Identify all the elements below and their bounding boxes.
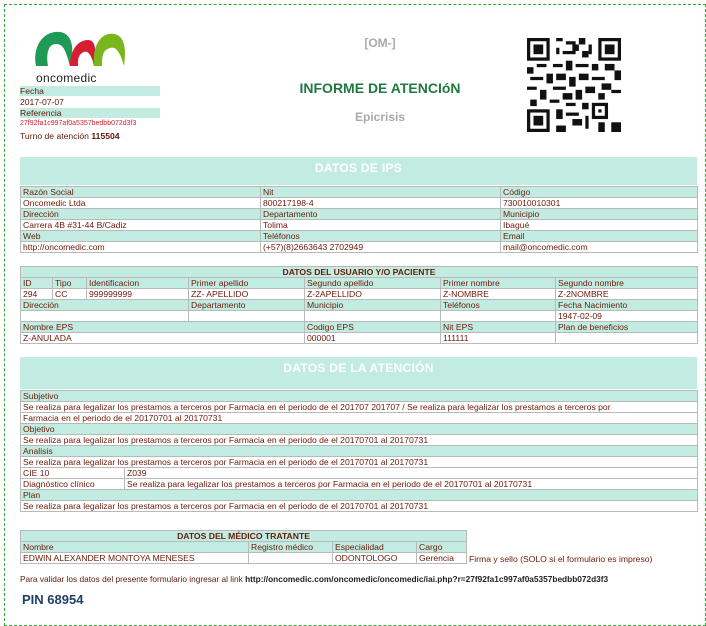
turno [20,130,120,142]
especialidad-label: Especialidad [333,542,417,553]
nombre-medico-label: Nombre [21,542,249,553]
plan-beneficios-label: Plan de beneficios [556,322,698,333]
plan-beneficios-value [556,333,698,344]
id-value: 294 [21,289,53,300]
primer-nombre-value: Z-NOMBRE [441,289,556,300]
turno-value: 115504 [91,131,120,141]
nit-eps-label: Nit EPS [441,322,556,333]
analisis-label: Analisis [21,446,698,457]
primer-nombre-label: Primer nombre [441,278,556,289]
atencion-table [20,390,698,512]
diagnostico-label: Diagnóstico clínico [21,479,125,490]
registro-label: Registro médico [249,542,333,553]
objetivo-label: Objetivo [21,424,698,435]
cargo-label: Cargo [417,542,467,553]
telefonos-value: (+57)(8)2663643 2702949 [261,242,501,253]
firma-sello-label: Firma y sello (SOLO si el formulario es impreso) [467,531,698,564]
id-label: ID [21,278,53,289]
validation-text: Para validar los datos del presente formulario ingresar al link [20,574,243,584]
codigo-eps-label: Codigo EPS [305,322,441,333]
subjetivo-value-2: Farmacia en el periodo de el 20170701 al 20170731 [21,413,698,424]
codigo-eps-value: 000001 [305,333,441,344]
validation-link[interactable]: http://oncomedic.com/oncomedic/oncomedic/iai.php?r=27f92fa1c997af0a5357bedbb072d3f3 [245,574,609,584]
document-code: [OM-] [364,36,396,50]
turno-label: Turno de atención [20,131,89,141]
cargo-value: Gerencia [417,553,467,564]
departamento-usuario-value [189,311,305,322]
eps-label: Nombre EPS [21,322,305,333]
direccion-label: Dirección [21,209,261,220]
telefonos-usuario-value [441,311,556,322]
page-title: INFORME DE ATENCIóN [299,80,461,96]
email-label: Email [501,231,698,242]
medico-section-title: DATOS DEL MÉDICO TRATANTE [21,531,467,542]
primer-apellido-label: Primer apellido [189,278,305,289]
ips-spacer [20,179,697,185]
referencia-value: 27f92fa1c997af0a5357bedbb072d3f3 [20,120,137,127]
departamento-value: Tolima [261,220,501,231]
atencion-section-title: DATOS DE LA ATENCIÓN [20,357,697,379]
ips-table [20,186,698,253]
cie-label: CIE 10 [21,468,125,479]
nit-value: 800217198-4 [261,198,501,209]
qr-code-icon [527,38,621,132]
segundo-apellido-label: Segundo apellido [305,278,441,289]
segundo-nombre-label: Segundo nombre [556,278,698,289]
departamento-label: Departamento [261,209,501,220]
nacimiento-value: 1947-02-09 [556,311,698,322]
email-link[interactable]: mail@oncomedic.com [501,242,698,253]
registro-value [249,553,333,564]
brand-name: oncomedic [36,71,97,85]
plan-label: Plan [21,490,698,501]
cie-value: Z039 [125,468,698,479]
oncomedic-logo-icon [30,22,130,70]
web-label: Web [21,231,261,242]
nacimiento-label: Fecha Nacimiento [556,300,698,311]
especialidad-value: ODONTOLOGO [333,553,417,564]
page-subtitle: Epicrisis [354,110,406,124]
nit-eps-value: 111111 [441,333,556,344]
segundo-nombre-value: Z-2NOMBRE [556,289,698,300]
segundo-apellido-value: Z-2APELLIDO [305,289,441,300]
objetivo-value: Se realiza para legalizar los prestamos a terceros por Farmacia en el periodo de el 20170701 al 20170731 [21,435,698,446]
fecha-label: Fecha [20,86,160,96]
telefonos-usuario-label: Teléfonos [441,300,556,311]
medico-table [20,530,698,564]
tipo-label: Tipo [53,278,87,289]
atencion-spacer [20,379,697,389]
direccion-value: Carrera 4B #31-44 B/Cadiz [21,220,261,231]
subjetivo-value: Se realiza para legalizar los prestamos a terceros por Farmacia en el periodo de el 201707 201707 / Se realiza para legalizar los prestamos a terceros por [21,402,698,413]
codigo-label: Código [501,187,698,198]
eps-value: Z-ANULADA [21,333,305,344]
subjetivo-label: Subjetivo [21,391,698,402]
referencia-label: Referencia [20,108,160,118]
web-link[interactable]: http://oncomedic.com [21,242,261,253]
fecha-value: 2017-07-07 [20,97,64,107]
analisis-value: Se realiza para legalizar los prestamos a terceros por Farmacia en el periodo de el 20170701 al 20170731 [21,457,698,468]
tipo-value: CC [53,289,87,300]
municipio-usuario-label: Municipio [305,300,441,311]
municipio-label: Municipio [501,209,698,220]
telefonos-label: Teléfonos [261,231,501,242]
pin-number: PIN 68954 [22,592,84,607]
identificacion-value: 999999999 [87,289,189,300]
plan-value: Se realiza para legalizar los prestamos a terceros por Farmacia en el periodo de el 20170701 al 20170731 [21,501,698,512]
razon-social-label: Razón Social [21,187,261,198]
departamento-usuario-label: Departamento [189,300,305,311]
direccion-usuario-value [21,311,189,322]
municipio-value: Ibagué [501,220,698,231]
municipio-usuario-value [305,311,441,322]
identificacion-label: Identificacion [87,278,189,289]
nombre-medico-value: EDWIN ALEXANDER MONTOYA MENESES [21,553,249,564]
direccion-usuario-label: Dirección [21,300,189,311]
razon-social-value: Oncomedic Ltda [21,198,261,209]
primer-apellido-value: ZZ- APELLIDO [189,289,305,300]
usuario-table [20,266,698,344]
codigo-value: 730010010301 [501,198,698,209]
validation-note [20,573,700,585]
nit-label: Nit [261,187,501,198]
diagnostico-value: Se realiza para legalizar los prestamos a terceros por Farmacia en el periodo de el 20170701 al 20170731 [125,479,698,490]
usuario-section-title: DATOS DEL USUARIO Y/O PACIENTE [21,267,698,278]
ips-section-title: DATOS DE IPS [20,157,697,179]
